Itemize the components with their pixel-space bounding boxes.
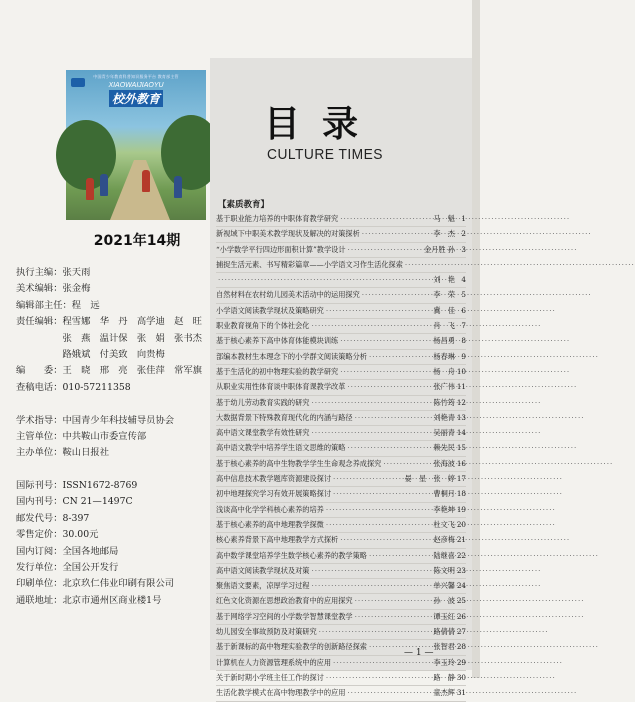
toc-entry[interactable] bbox=[216, 243, 466, 258]
toc-entry-page: 8 bbox=[461, 336, 466, 346]
toc-entry-author: 杜文飞 bbox=[433, 519, 455, 529]
toc-entry-title: 捕捉生活元素、书写精彩篇章——小学语文习作生活化探索 bbox=[216, 259, 403, 269]
toc-entry[interactable] bbox=[216, 288, 466, 303]
info-label: 通联地址： bbox=[16, 594, 63, 606]
toc-entry-title: 基于新课标的高中物理实验教学的创新路径探索 bbox=[216, 642, 367, 652]
toc-entry-page: 19 bbox=[456, 504, 466, 514]
info-row bbox=[16, 445, 202, 461]
toc-leader-dots bbox=[369, 350, 431, 364]
toc-entry[interactable] bbox=[216, 380, 466, 395]
toc-entry-author: 单兴馨 bbox=[433, 581, 455, 591]
info-row bbox=[16, 380, 202, 396]
info-row bbox=[16, 462, 202, 478]
info-value: 路娥斌 付美致 向贵梅 bbox=[16, 348, 165, 360]
toc-entry[interactable] bbox=[216, 457, 466, 472]
info-row bbox=[16, 593, 202, 609]
toc-entry-title: 生活化教学模式在高中物理教学中的应用 bbox=[216, 688, 346, 698]
toc-subtitle: CULTURE TIMES bbox=[267, 146, 383, 163]
toc-leader-dots bbox=[340, 533, 431, 547]
info-label: 邮发代号： bbox=[16, 512, 63, 524]
toc-entry-title: 从职业实用性体育谈中职体育课教学改革 bbox=[216, 382, 346, 392]
toc-entry-page: 3 bbox=[461, 244, 466, 254]
masthead-info bbox=[16, 265, 202, 609]
toc-leader-dots bbox=[326, 503, 432, 517]
toc-entry-title: 高中语文教学中培养学生语文思维的策略 bbox=[216, 443, 346, 453]
toc-entry-author: 陆继喜 bbox=[433, 550, 455, 560]
info-row bbox=[16, 511, 202, 527]
toc-entry-title: 核心素养背景下高中地理教学方式探析 bbox=[216, 535, 339, 545]
toc-entry-page: 5 bbox=[461, 290, 466, 300]
toc-entry-author: 马 魁 bbox=[433, 214, 455, 223]
toc-leader-dots bbox=[355, 594, 432, 608]
child-figure bbox=[86, 178, 94, 200]
toc-entry-page: 18 bbox=[456, 489, 466, 499]
info-value: 张金梅 bbox=[62, 283, 91, 295]
toc-entry-title: 基于核心素养的高中地理教学探微 bbox=[216, 519, 324, 529]
toc-leader-dots bbox=[319, 625, 432, 639]
toc-entry-page: 6 bbox=[461, 305, 466, 315]
info-label: 零售定价： bbox=[16, 529, 63, 541]
toc-entry[interactable] bbox=[216, 579, 466, 594]
toc-entry-page: 15 bbox=[456, 443, 466, 453]
toc-entry[interactable] bbox=[216, 472, 466, 487]
toc-leader-dots bbox=[311, 319, 431, 333]
info-row bbox=[16, 544, 202, 560]
toc-entry-title: 高中数学课堂培养学生数学核心素养的教学策略 bbox=[216, 550, 367, 560]
toc-entry[interactable] bbox=[216, 487, 466, 502]
toc-entry-author: 李玉玲 bbox=[433, 657, 455, 667]
info-value: 中共鞍山市委宣传部 bbox=[62, 430, 147, 442]
info-row bbox=[16, 413, 202, 429]
toc-entry-title: 基于幼儿劳动教育实践的研究 bbox=[216, 397, 310, 407]
toc-entry-title: 自然材料在农村幼儿园美术活动中的运用探究 bbox=[216, 290, 360, 300]
toc-entry-title: 新视域下中职美术教学现状及解决的对策探析 bbox=[216, 229, 360, 239]
info-row bbox=[16, 347, 202, 363]
info-label: 主管单位： bbox=[16, 430, 63, 442]
toc-entry-page: 31 bbox=[456, 688, 466, 698]
info-value: 30.00元 bbox=[62, 529, 99, 541]
info-value: 010-57211358 bbox=[62, 381, 131, 393]
toc-entry-page: 10 bbox=[456, 366, 466, 376]
toc-leader-dots bbox=[333, 487, 431, 501]
info-row bbox=[16, 396, 202, 412]
cover-tagline: 中国青少年教育科普知识服务平台 教育部主管 bbox=[93, 74, 179, 79]
toc-entry[interactable] bbox=[216, 227, 466, 242]
info-value: 程 远 bbox=[71, 299, 100, 311]
info-value: 鞍山日报社 bbox=[62, 447, 109, 459]
toc-entry-author: 晏 星 张 婷 bbox=[404, 474, 455, 484]
toc-entry[interactable] bbox=[216, 594, 466, 609]
toc-entry-page: 25 bbox=[456, 596, 466, 606]
toc-entry-author: 曹桐月 bbox=[433, 489, 455, 499]
toc-entry-page: 2 bbox=[461, 229, 466, 239]
toc-leader-dots bbox=[218, 273, 431, 287]
toc-entry-title: 高中信息技术教学题库资源建设探讨 bbox=[216, 474, 332, 484]
toc-entry-author: 张海波 bbox=[433, 458, 455, 468]
toc-section-heading: 【素质教育】 bbox=[218, 200, 270, 210]
toc-leader-dots bbox=[383, 457, 431, 471]
toc-entry-page: 20 bbox=[456, 519, 466, 529]
info-label: 主办单位： bbox=[16, 447, 63, 459]
toc-entry-page: 28 bbox=[456, 642, 466, 652]
child-figure bbox=[100, 174, 108, 196]
toc-entry-author: 刘艳青 bbox=[433, 412, 455, 422]
toc-entry-title: 高中语文阅读教学现状及对策 bbox=[216, 565, 310, 575]
toc-entry[interactable] bbox=[216, 533, 466, 548]
toc-entry[interactable] bbox=[216, 334, 466, 349]
toc-entry-author: 李 荣 bbox=[433, 290, 455, 300]
info-value: CN 21—1497C bbox=[62, 496, 133, 508]
toc-leader-dots bbox=[311, 426, 431, 440]
toc-entry-title: 基于核心素养下高中体育体能模块训练 bbox=[216, 336, 339, 346]
toc-entry[interactable] bbox=[216, 365, 466, 380]
info-row bbox=[16, 298, 202, 314]
toc-entry-page: 16 bbox=[456, 458, 466, 468]
toc-entry[interactable] bbox=[216, 411, 466, 426]
toc-leader-dots bbox=[362, 227, 432, 241]
toc-entry-page: 9 bbox=[461, 351, 466, 361]
toc-entry-author: 吴丽青 bbox=[433, 428, 455, 438]
cover-title: 校外教育 bbox=[109, 90, 163, 107]
toc-entry-author: 张广伟 bbox=[433, 382, 455, 392]
info-row bbox=[16, 527, 202, 543]
toc-entry[interactable] bbox=[216, 625, 466, 640]
toc-entry-author: 赖先民 bbox=[433, 443, 455, 453]
toc-entry-page: 30 bbox=[456, 672, 466, 682]
toc-entry-author: 谭玉红 bbox=[433, 611, 455, 621]
toc-entry-page: 23 bbox=[456, 565, 466, 575]
toc-entry-page: 1 bbox=[461, 214, 466, 223]
info-row bbox=[16, 314, 202, 330]
toc-leader-dots bbox=[405, 258, 453, 272]
page-number: — 1 — bbox=[404, 648, 434, 658]
info-label: 国内订阅： bbox=[16, 545, 63, 557]
toc-entry-page: 12 bbox=[456, 397, 466, 407]
info-label: 国际刊号： bbox=[16, 480, 63, 492]
toc-entry-page: 27 bbox=[456, 627, 466, 637]
toc-leader-dots bbox=[369, 549, 431, 563]
toc-leader-dots bbox=[347, 441, 431, 455]
toc-entry-title: 职业教育视角下的个体社会化 bbox=[216, 321, 310, 331]
toc-leader-dots bbox=[348, 243, 422, 257]
toc-entry-page: 22 bbox=[456, 550, 466, 560]
toc-entry-page: 24 bbox=[456, 581, 466, 591]
toc-entry[interactable] bbox=[216, 258, 466, 273]
info-value: 北京市通州区商业楼1号 bbox=[62, 594, 162, 606]
toc-entry-title: 浅谈高中化学学科核心素养的培养 bbox=[216, 504, 324, 514]
info-value: 程雪娜 华 丹 高学迪 赵 旺 bbox=[62, 316, 202, 328]
toc-leader-dots bbox=[355, 610, 432, 624]
toc-entry-page: 13 bbox=[456, 412, 466, 422]
toc-entry-title: 基于核心素养的高中生物教学学生生命观念养成探究 bbox=[216, 458, 382, 468]
child-figure bbox=[174, 176, 182, 198]
toc-entry[interactable] bbox=[216, 686, 466, 701]
toc-entry[interactable] bbox=[216, 396, 466, 411]
toc-entry[interactable] bbox=[216, 212, 466, 227]
info-value: 全国公开发行 bbox=[62, 562, 119, 574]
toc-leader-dots bbox=[340, 212, 431, 226]
toc-entry[interactable] bbox=[216, 350, 466, 365]
info-value: 北京玖仁伟业印刷有限公司 bbox=[62, 578, 175, 590]
toc-entry-page: 26 bbox=[456, 611, 466, 621]
toc-entry-page: 14 bbox=[456, 428, 466, 438]
toc-leader-dots bbox=[333, 472, 403, 486]
toc-entry-title: 部编本教材生本理念下的小学群文阅读策略分析 bbox=[216, 351, 367, 361]
toc-entry-title: 聚焦语文要素，凉厚学习过程 bbox=[216, 581, 310, 591]
toc-entry-title: 基于生活化的初中物理实验的教学研究 bbox=[216, 366, 339, 376]
info-value: ISSN1672-8769 bbox=[62, 480, 138, 492]
toc-leader-dots bbox=[347, 686, 431, 700]
cover-pinyin: XIAOWAIJIAOYU bbox=[108, 82, 164, 89]
toc-leader-dots bbox=[362, 288, 432, 302]
toc-leader-dots bbox=[340, 365, 431, 379]
toc-entry-page: 29 bbox=[456, 657, 466, 667]
info-label: 责任编辑： bbox=[16, 316, 63, 328]
toc-entry[interactable] bbox=[216, 518, 466, 533]
toc-entry[interactable] bbox=[216, 441, 466, 456]
toc-entry-title: 计算机在人力资源管理系统中的应用 bbox=[216, 657, 332, 667]
toc-entry-author: 刘 艳 bbox=[433, 275, 455, 285]
toc-entry-title: 基于网络学习空间的小学数学智慧课堂教学 bbox=[216, 611, 353, 621]
toc-entry-page: 17 bbox=[456, 474, 466, 484]
toc-entry-author: 孙 波 bbox=[433, 596, 455, 606]
toc-entry[interactable] bbox=[216, 503, 466, 518]
info-row bbox=[16, 331, 202, 347]
toc-entry-title: 关于新时期小学班主任工作的探讨 bbox=[216, 672, 324, 682]
cover-masthead bbox=[70, 74, 202, 104]
toc-entry[interactable] bbox=[216, 273, 466, 288]
info-value: 张 燕 温计保 张 娟 张书杰 bbox=[16, 332, 202, 344]
toc-entry-page: 4 bbox=[461, 275, 466, 285]
info-value: 中国青少年科技辅导员协会 bbox=[62, 414, 175, 426]
info-row bbox=[16, 363, 202, 379]
toc-list bbox=[216, 212, 466, 702]
toc-entry-author: 路 静 bbox=[433, 672, 455, 682]
toc-entry-author: 张智君 bbox=[433, 642, 455, 652]
toc-entry[interactable] bbox=[216, 610, 466, 625]
toc-entry-author: 李艳坤 bbox=[433, 504, 455, 514]
toc-entry-author: 冀 佳 bbox=[433, 305, 455, 315]
toc-leader-dots bbox=[311, 564, 431, 578]
toc-entry-page: 21 bbox=[456, 535, 466, 545]
toc-leader-dots bbox=[326, 518, 432, 532]
toc-entry-title: 大数据背景下特殊教育现代化的内涵与路径 bbox=[216, 412, 353, 422]
info-row bbox=[16, 265, 202, 281]
toc-entry-author: 杨昌勇 bbox=[433, 336, 455, 346]
toc-leader-dots bbox=[347, 380, 431, 394]
info-label: 学术指导： bbox=[16, 414, 63, 426]
toc-leader-dots bbox=[326, 671, 432, 685]
toc-leader-dots bbox=[326, 304, 432, 318]
toc-entry-page: 7 bbox=[461, 321, 466, 331]
toc-entry-author: 肖 飞 bbox=[433, 321, 455, 331]
toc-leader-dots bbox=[311, 396, 431, 410]
info-row bbox=[16, 494, 202, 510]
toc-entry-author: 陈竹筠 bbox=[433, 397, 455, 407]
toc-entry-author: 陈文明 bbox=[433, 565, 455, 575]
info-label: 国内刊号： bbox=[16, 496, 63, 508]
toc-entry-title: 小学语文阅读教学现状及策略研究 bbox=[216, 305, 324, 315]
toc-entry-title: 初中地理探究学习有效开展策略探讨 bbox=[216, 489, 332, 499]
toc-entry[interactable] bbox=[216, 319, 466, 334]
toc-entry-author: 金月胜 孙 bbox=[423, 244, 455, 254]
toc-entry-author: 路倩倩 bbox=[433, 627, 455, 637]
info-label: 执行主编： bbox=[16, 267, 63, 278]
toc-entry-title: 红色文化资源在思想政治教育中的应用探究 bbox=[216, 596, 353, 606]
toc-entry-author: 杨春琳 bbox=[433, 351, 455, 361]
toc-leader-dots bbox=[340, 334, 431, 348]
toc-entry-title: “小学数学平行四边形面积计算”教学设计 bbox=[216, 244, 346, 254]
issue-number: 2021年14期 bbox=[93, 233, 181, 249]
info-value: 张天雨 bbox=[62, 267, 91, 278]
info-label: 编 委： bbox=[16, 365, 63, 377]
toc-entry-author: 童杰辉 bbox=[433, 688, 455, 698]
info-row bbox=[16, 429, 202, 445]
info-label: 查稿电话： bbox=[16, 381, 63, 393]
info-label: 编辑部主任： bbox=[16, 299, 72, 311]
info-value: 全国各地邮局 bbox=[62, 545, 119, 557]
toc-entry[interactable] bbox=[216, 564, 466, 579]
toc-entry-author: 李 杰 bbox=[433, 229, 455, 239]
toc-entry-title: 幼儿园安全事故预防及对策研究 bbox=[216, 627, 317, 637]
child-figure bbox=[142, 170, 150, 192]
info-label: 印刷单位： bbox=[16, 578, 63, 590]
toc-entry-title: 高中语文课堂教学有效性研究 bbox=[216, 428, 310, 438]
toc-leader-dots bbox=[311, 579, 431, 593]
toc-entry-author: 赵彦梅 bbox=[433, 535, 455, 545]
info-row bbox=[16, 576, 202, 592]
toc-entry[interactable] bbox=[216, 549, 466, 564]
toc-leader-dots bbox=[355, 411, 432, 425]
info-row bbox=[16, 560, 202, 576]
toc-entry[interactable] bbox=[216, 671, 466, 686]
toc-entry-title: 基于职业能力培养的中职体育教学研究 bbox=[216, 214, 339, 223]
info-value: 王 晓 邢 亮 张佳萍 常军旗 bbox=[62, 365, 202, 377]
toc-title: 目录 bbox=[264, 104, 381, 145]
info-row bbox=[16, 478, 202, 494]
toc-entry[interactable] bbox=[216, 304, 466, 319]
magazine-cover bbox=[66, 70, 206, 220]
info-label: 发行单位： bbox=[16, 562, 63, 574]
cover-path bbox=[110, 160, 170, 220]
info-label: 美术编辑： bbox=[16, 283, 63, 295]
info-row bbox=[16, 281, 202, 297]
toc-entry-author: 杨 舟 bbox=[433, 366, 455, 376]
toc-entry-page: 11 bbox=[456, 382, 466, 392]
info-value: 8-397 bbox=[62, 512, 90, 524]
toc-entry[interactable] bbox=[216, 426, 466, 441]
